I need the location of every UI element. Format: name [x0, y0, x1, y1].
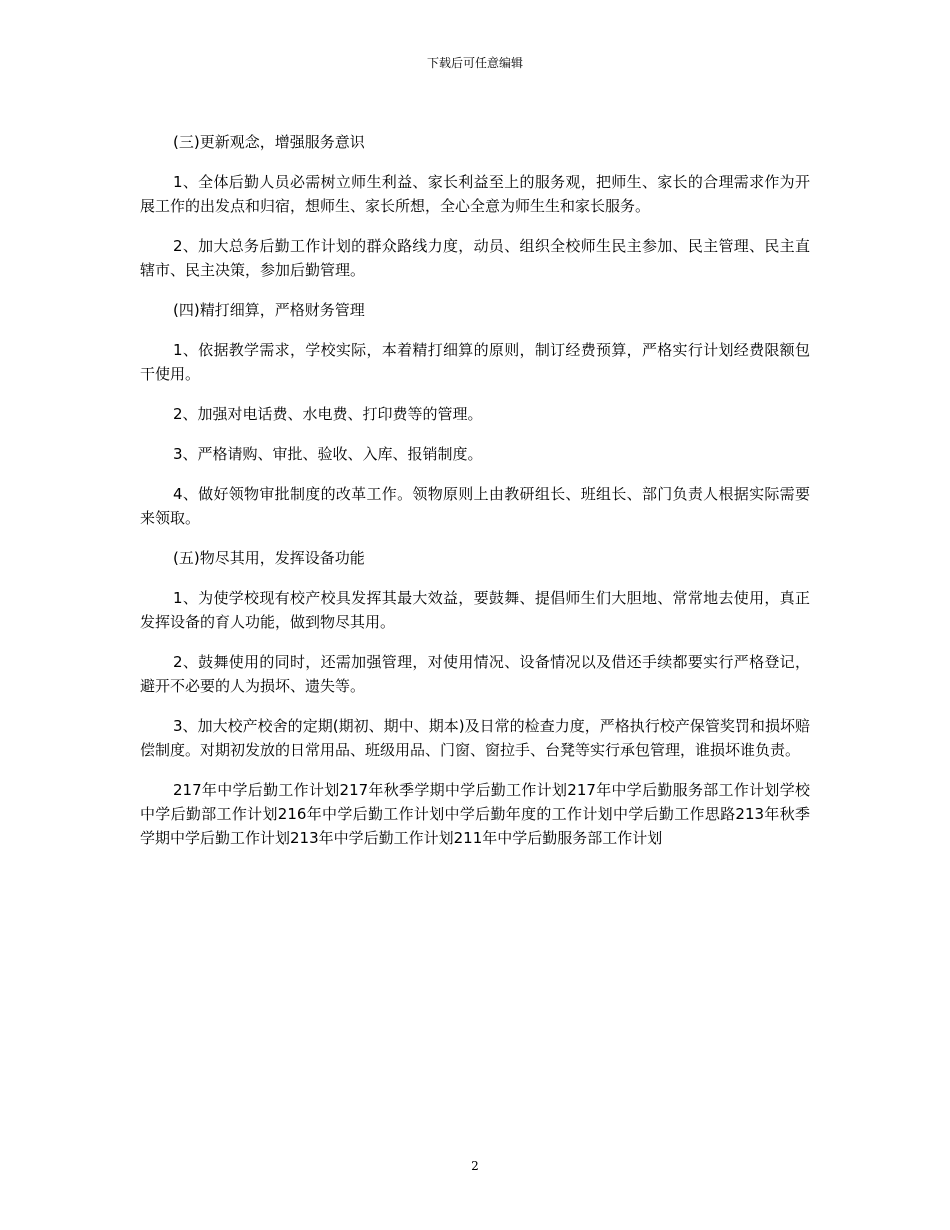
page-number: 2 [471, 1159, 479, 1173]
paragraph: 2、加大总务后勤工作计划的群众路线力度，动员、组织全校师生民主参加、民主管理、民主直辖市、民主决策，参加后勤管理。 [140, 237, 810, 279]
section-heading-5: (五)物尽其用，发挥设备功能 [173, 549, 365, 567]
section-heading-3: (三)更新观念，增强服务意识 [173, 133, 365, 151]
page-header: 下载后可任意编辑 [426, 56, 523, 70]
paragraph: 1、为使学校现有校产校具发挥其最大效益，要鼓舞、提倡师生们大胆地、常常地去使用，真正发挥设备的育人功能，做到物尽其用。 [140, 589, 810, 631]
related-links-text: 217年中学后勤工作计划217年秋季学期中学后勤工作计划217年中学后勤服务部工作计划学校中学后勤部工作计划216年中学后勤工作计划中学后勤年度的工作计划中学后勤工作思路213年秋季学期中学后勤工作计划213年中学后勤工作计划211年中学后勤服务部工作计划 [140, 781, 810, 847]
paragraph: 3、加大校产校舍的定期(期初、期中、期本)及日常的检查力度，严格执行校产保管奖罚和损坏赔偿制度。对期初发放的日常用品、班级用品、门窗、窗拉手、台凳等实行承包管理，谁损坏谁负责。 [140, 717, 810, 759]
paragraph: 3、严格请购、审批、验收、入库、报销制度。 [173, 445, 483, 463]
paragraph: 4、做好领物审批制度的改革工作。领物原则上由教研组长、班组长、部门负责人根据实际需要来领取。 [140, 485, 810, 527]
section-heading-4: (四)精打细算，严格财务管理 [173, 301, 365, 319]
paragraph: 2、加强对电话费、水电费、打印费等的管理。 [173, 405, 483, 423]
paragraph: 2、鼓舞使用的同时，还需加强管理，对使用情况、设备情况以及借还手续都要实行严格登记，避开不必要的人为损坏、遗失等。 [140, 653, 810, 695]
paragraph: 1、依据教学需求，学校实际，本着精打细算的原则，制订经费预算，严格实行计划经费限额包干使用。 [140, 341, 810, 383]
document-body [140, 130, 810, 866]
paragraph: 1、全体后勤人员必需树立师生利益、家长利益至上的服务观，把师生、家长的合理需求作为开展工作的出发点和归宿，想师生、家长所想，全心全意为师生生和家长服务。 [140, 173, 810, 215]
